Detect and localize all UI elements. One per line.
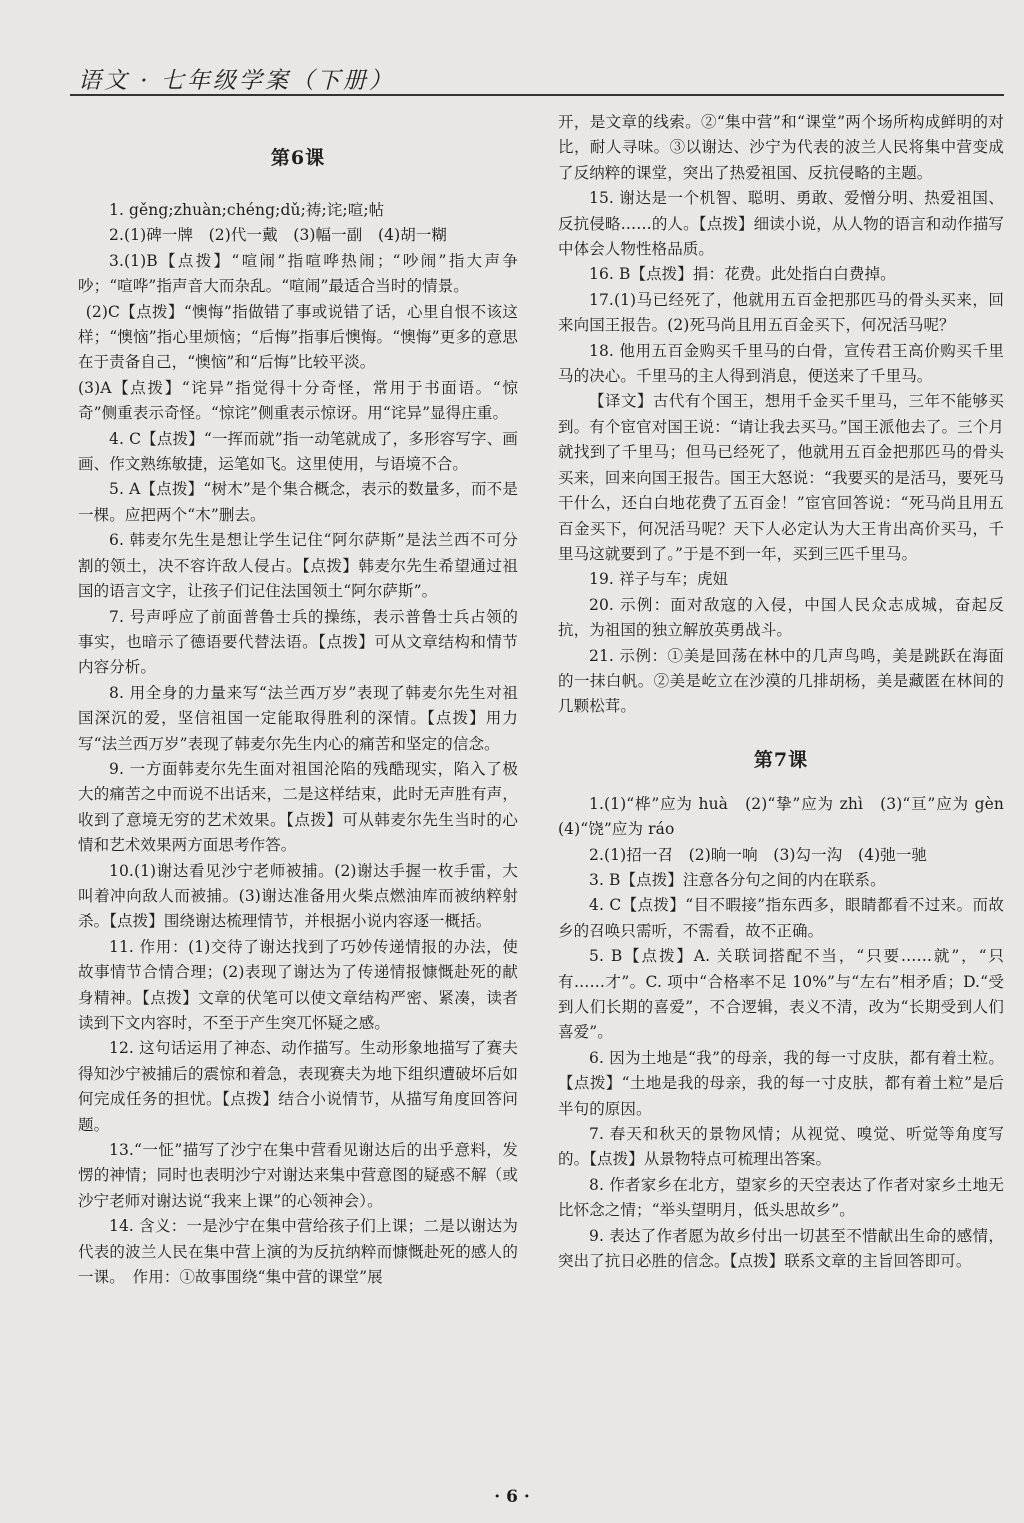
answer-r-4: 5. B【点拨】A. 关联词搭配不当，“只要……就”，“只有……才”。C. 项中“合格率不足 10%”与“左右”相矛盾；D.“受到人们长期的喜爱”，不合逻辑，表义不清，改为“长期受到人们喜爱”。	[558, 947, 1004, 1042]
answer-l-7: 6. 韩麦尔先生是想让学生记住“阿尔萨斯”是法兰西不可分割的领土，决不容许敌人侵占。【点拨】韩麦尔先生希望通过祖国的语言文字，让孩子们记住法国领土“阿尔萨斯”。	[78, 531, 518, 601]
translation-paragraph: 【译文】古代有个国王，想用千金买千里马，三年不能够买到。有个宦官对国王说：“请让我去买马。”国王派他去了。三个月就找到了千里马；但马已经死了，他就用五百金把那匹马的骨头买来，回来向国王报告。国王大怒说：“我要买的是活马，要死马干什么，还白白地花费了五百金！”宦官回答说：“死马尚且用五百金买下，何况活马呢？天下人必定认为大王肯出高价买马，千里马这就要到了。”于是不到一年，买到三匹千里马。	[558, 392, 1004, 563]
page-number: · 6 ·	[494, 1487, 530, 1507]
answer-r-1: 2.(1)招一召 (2)晌一响 (3)勾一沟 (4)弛一驰	[589, 845, 928, 864]
answer-r-2: 3. B【点拨】注意各分句之间的内在联系。	[589, 870, 886, 889]
answer-r-cont-2: 16. B【点拨】捐：花费。此处指白白费掉。	[589, 265, 896, 284]
answer-l-9: 8. 用全身的力量来写“法兰西万岁”表现了韩麦尔先生对祖国深沉的爱，坚信祖国一定能取得胜利的深情。【点拨】用力写“法兰西万岁”表现了韩麦尔先生内心的痛苦和坚定的信念。	[78, 683, 518, 753]
answer-l-2: 3.(1)B【点拨】“喧闹”指喧哗热闹；“吵闹”指大声争吵；“喧哗”指声音大而杂乱。“喧闹”最适合当时的情景。	[78, 251, 518, 296]
answer-l-11: 10.(1)谢达看见沙宁老师被捕。(2)谢达手握一枚手雷，大叫着冲向敌人而被捕。(3)谢达准备用火柴点燃油库而被纳粹射杀。【点拨】围绕谢达梳理情节，并根据小说内容逐一概括。	[78, 861, 518, 931]
answer-l-10: 9. 一方面韩麦尔先生面对祖国沦陷的残酷现实，陷入了极大的痛苦之中而说不出话来，二是这样结束，此时无声胜有声，收到了意境无穷的艺术效果。【点拨】可从韩麦尔先生当时的心情和艺术效果两方面思考作答。	[78, 759, 518, 855]
answer-l-1: 2.(1)碑一牌 (2)代一戴 (3)幅一副 (4)胡一糊	[109, 226, 448, 245]
answer-r-6: 7. 春天和秋天的景物风情；从视觉、嗅觉、听觉等角度写的。【点拨】从景物特点可梳理出答案。	[558, 1125, 1004, 1169]
answer-r-cont-3: 17.(1)马已经死了，他就用五百金把那匹马的骨头买来，回来向国王报告。(2)死马尚且用五百金买下，何况活马呢？	[558, 290, 1004, 335]
right-column	[558, 110, 1020, 1274]
lesson-6-title: 第6课	[270, 147, 326, 169]
answer-l-0: 1. gěng;zhuàn;chéng;dǔ;祷;诧;喧;帖	[109, 201, 385, 219]
answer-l-13: 12. 这句话运用了神态、动作描写。生动形象地描写了赛夫得知沙宁被捕后的震惊和着急，表现赛夫为地下组织遭破坏后如何完成任务的担忧。【点拨】结合小说情节，从描写角度回答问题。	[78, 1039, 518, 1134]
answer-r-cont-4: 18. 他用五百金购买千里马的白骨，宣传君王高价购买千里马的决心。千里马的主人得到消息，便送来了千里马。	[558, 341, 1004, 386]
answer-l-6: 5. A【点拨】“树木”是个集合概念，表示的数量多，而不是一棵。应把两个“木”删去。	[78, 480, 518, 524]
answer-l-5: 4. C【点拨】“一挥而就”指一动笔就成了，多形容写字、画画、作文熟练敏捷，运笔如飞。这里使用，与语境不合。	[78, 429, 518, 474]
page-header-title: 语文 · 七年级学案（下册）	[78, 68, 395, 94]
left-column	[78, 108, 518, 1290]
answer-r-0: 1.(1)“桦”应为 huà (2)“挚”应为 zhì (3)“亘”应为 gèn (4)“饶”应为 ráo	[558, 794, 1020, 839]
answer-l-12: 11. 作用：(1)交待了谢达找到了巧妙传递情报的办法，使故事情节合情合理；(2)表现了谢达为了传递情报慷慨赴死的献身精神。【点拨】文章的伏笔可以使文章结构严密、紧凑，读者读到下文内容时，不至于产生突兀怀疑之感。	[78, 937, 518, 1032]
answer-r-cont-1: 15. 谢达是一个机智、聪明、勇敢、爱憎分明、热爱祖国、反抗侵略……的人。【点拨】细读小说，从人物的语言和动作描写中体会人物性格品质。	[558, 189, 1004, 259]
answer-r-3: 4. C【点拨】“目不暇接”指东西多，眼睛都看不过来。而故乡的召唤只需听，不需看，故不正确。	[558, 896, 1004, 940]
answer-r-8: 9. 表达了作者愿为故乡付出一切甚至不惜献出生命的感情，突出了抗日必胜的信念。【点拨】联系文章的主旨回答即可。	[558, 1226, 1004, 1271]
answer-l-3: (2)C【点拨】“懊悔”指做错了事或说错了话，心里自恨不该这样；“懊恼”指心里烦恼；“后悔”指事后懊悔。“懊悔”更多的意思在于责备自己，“懊恼”和“后悔”比较平淡。	[78, 302, 518, 372]
answer-r-7: 8. 作者家乡在北方，望家乡的天空表达了作者对家乡土地无比怀念之情；“举头望明月，低头思故乡”。	[558, 1175, 1004, 1220]
answer-l-15: 14. 含义：一是沙宁在集中营给孩子们上课；二是以谢达为代表的波兰人民在集中营上演的为反抗纳粹而慷慨赴死的感人的一课。 作用：①故事围绕“集中营的课堂”展	[78, 1217, 518, 1287]
answer-l-8: 7. 号声呼应了前面普鲁士兵的操练，表示普鲁士兵占领的事实，也暗示了德语要代替法语。【点拨】可从文章结构和情节内容分析。	[78, 607, 518, 677]
answer-r-cont-8: 21. 示例：①美是回荡在林中的几声鸟鸣，美是跳跃在海面的一抹白帆。②美是屹立在沙漠的几排胡杨，美是藏匿在林间的几颗松茸。	[558, 646, 1004, 716]
answer-r-cont-0: 开，是文章的线索。②“集中营”和“课堂”两个场所构成鲜明的对比，耐人寻味。③以谢达、沙宁为代表的波兰人民将集中营变成了反纳粹的课堂，突出了热爱祖国、反抗侵略的主题。	[558, 113, 1004, 182]
header-rule	[70, 94, 1004, 96]
lesson-7-title: 第7课	[753, 748, 809, 771]
answer-r-5: 6. 因为土地是“我”的母亲，我的每一寸皮肤，都有着土粒。【点拨】“土地是我的母亲，我的每一寸皮肤，都有着土粒”是后半句的原因。	[558, 1048, 1004, 1118]
answer-l-4: (3)A【点拨】“诧异”指觉得十分奇怪，常用于书面语。“惊奇”侧重表示奇怪。“惊诧”侧重表示惊讶。用“诧异”显得庄重。	[78, 378, 518, 423]
answer-r-cont-7: 20. 示例：面对敌寇的入侵，中国人民众志成城，奋起反抗，为祖国的独立解放英勇战斗。	[558, 595, 1004, 640]
answer-l-14: 13.“一怔”描写了沙宁在集中营看见谢达后的出乎意料，发愣的神情；同时也表明沙宁对谢达来集中营意图的疑惑不解（或沙宁老师对谢达说“我来上课”的心领神会）。	[78, 1141, 518, 1210]
answer-r-cont-6: 19. 祥子与车；虎妞	[589, 570, 729, 589]
